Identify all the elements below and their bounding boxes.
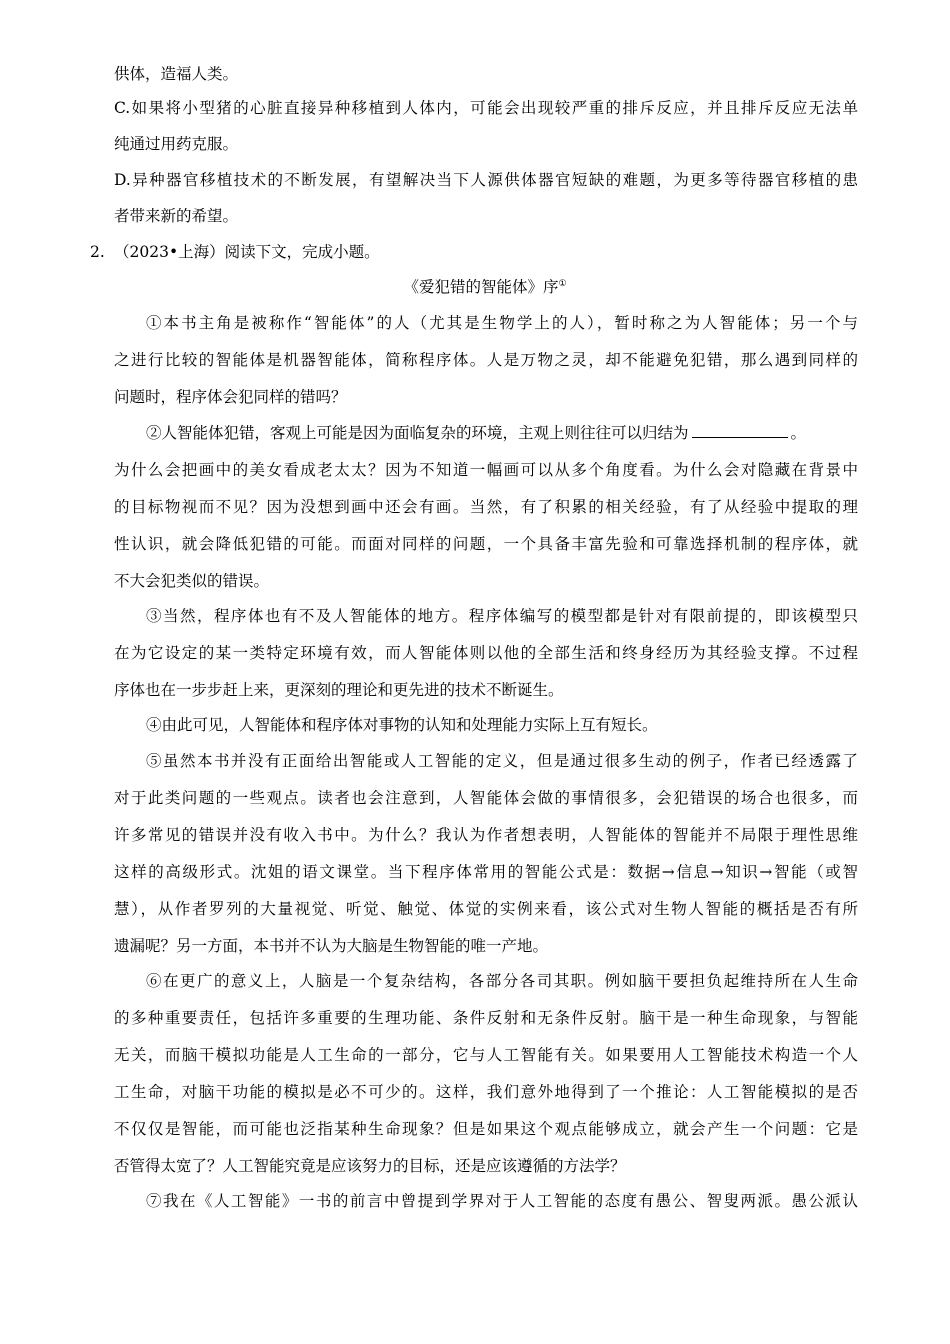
paragraph-2-line: 的目标物视而不见？因为没想到画中还会有画。当然，有了积累的相关经验，有了从经验中提取的理 (114, 498, 858, 516)
paragraph-4-line: ④由此可见，人智能体和程序体对事物的认知和处理能力实际上互有短长。 (146, 716, 658, 734)
paragraph-2-period: 。 (790, 424, 807, 442)
paragraph-2-text: ②人智能体犯错，客观上可能是因为面临复杂的环境，主观上则往往可以归结为 (146, 424, 689, 442)
title-footnote-mark: ① (558, 278, 567, 289)
paragraph-6-line: 工生命，对脑干功能的模拟是必不可少的。这样，我们意外地得到了一个推论：人工智能模拟的是否 (114, 1083, 858, 1101)
article-title-text: 《爱犯错的智能体》序 (403, 278, 559, 296)
paragraph-2-line: 为什么会把画中的美女看成老太太？因为不知道一幅画可以从多个角度看。为什么会对隐藏在背景中 (114, 461, 858, 479)
question-number: 2. (90, 243, 105, 261)
paragraph-5-line: 慧），从作者罗列的大量视觉、听觉、触觉、体觉的实例来看，该公式对生物人智能的概括是否有所 (114, 900, 858, 918)
option-d-line-2: 者带来新的希望。 (114, 207, 239, 225)
paragraph-1-line: ①本书主角是被称作“智能体”的人（尤其是生物学上的人），暂时称之为人智能体；另一个与 (146, 314, 858, 332)
article-title (0, 277, 950, 297)
question-source: （2023•上海）阅读下文，完成小题。 (114, 243, 380, 261)
paragraph-2-line: 性认识，就会降低犯错的可能。而面对同样的问题，一个具备丰富先验和可靠选择机制的程序体，就 (114, 535, 858, 553)
option-d-line-1: D.异种器官移植技术的不断发展，有望解决当下人源供体器官短缺的难题，为更多等待器官移植的患 (114, 171, 858, 189)
paragraph-3-line: 在为它设定的某一类特定环境有效，而人智能体则以他的全部生活和终身经历为其经验支撑。不过程 (114, 644, 858, 662)
option-c-line-2: 纯通过用药克服。 (114, 135, 239, 153)
paragraph-2-line: 不大会犯类似的错误。 (114, 572, 270, 590)
paragraph-6-line: 否管得太宽了？人工智能究竟是应该努力的目标，还是应该遵循的方法学？ (114, 1157, 626, 1175)
paragraph-5-line: 遗漏呢？另一方面，本书并不认为大脑是生物智能的唯一产地。 (114, 937, 549, 955)
paragraph-5-line: ⑤虽然本书并没有正面给出智能或人工智能的定义，但是通过很多生动的例子，作者已经透露了 (146, 752, 858, 770)
paragraph-6-line: 不仅仅是智能，而可能也泛指某种生命现象？但是如果这个观点能够成立，就会产生一个问题：它是 (114, 1120, 858, 1138)
fill-in-blank (692, 423, 788, 438)
option-b-continuation: 供体，造福人类。 (114, 65, 239, 83)
paragraph-3-line: 序体也在一步步赶上来，更深刻的理论和更先进的技术不断诞生。 (114, 681, 564, 699)
paragraph-6-line: 无关，而脑干模拟功能是人工生命的一部分，它与人工智能有关。如果要用人工智能技术构造一个人 (114, 1046, 858, 1064)
paragraph-6-line: 的多种重要责任，包括许多重要的生理功能、条件反射和无条件反射。脑干是一种生命现象，与智能 (114, 1009, 858, 1027)
paragraph-6-line: ⑥在更广的意义上，人脑是一个复杂结构，各部分各司其职。例如脑干要担负起维持所在人生命 (146, 972, 858, 990)
paragraph-2-first-line (146, 423, 806, 443)
paragraph-1-line: 问题时，程序体会犯同样的错吗？ (114, 388, 347, 406)
paragraph-3-line: ③当然，程序体也有不及人智能体的地方。程序体编写的模型都是针对有限前提的，即该模型只 (146, 607, 858, 625)
paragraph-5-line: 这样的高级形式。沈姐的语文课堂。当下程序体常用的智能公式是：数据→信息→知识→智能（或智 (114, 863, 858, 881)
paragraph-5-line: 许多常见的错误并没有收入书中。为什么？我认为作者想表明，人智能体的智能并不局限于理性思维 (114, 826, 858, 844)
paragraph-7-line: ⑦我在《人工智能》一书的前言中曾提到学界对于人工智能的态度有愚公、智叟两派。愚公派认 (146, 1192, 858, 1210)
paragraph-1-line: 之进行比较的智能体是机器智能体，简称程序体。人是万物之灵，却不能避免犯错，那么遇到同样的 (114, 351, 858, 369)
option-c-line-1: C.如果将小型猪的心脏直接异种移植到人体内，可能会出现较严重的排斥反应，并且排斥反应无法单 (114, 99, 858, 117)
paragraph-5-line: 对于此类问题的一些观点。读者也会注意到，人智能体会做的事情很多，会犯错误的场合也很多，而 (114, 789, 858, 807)
